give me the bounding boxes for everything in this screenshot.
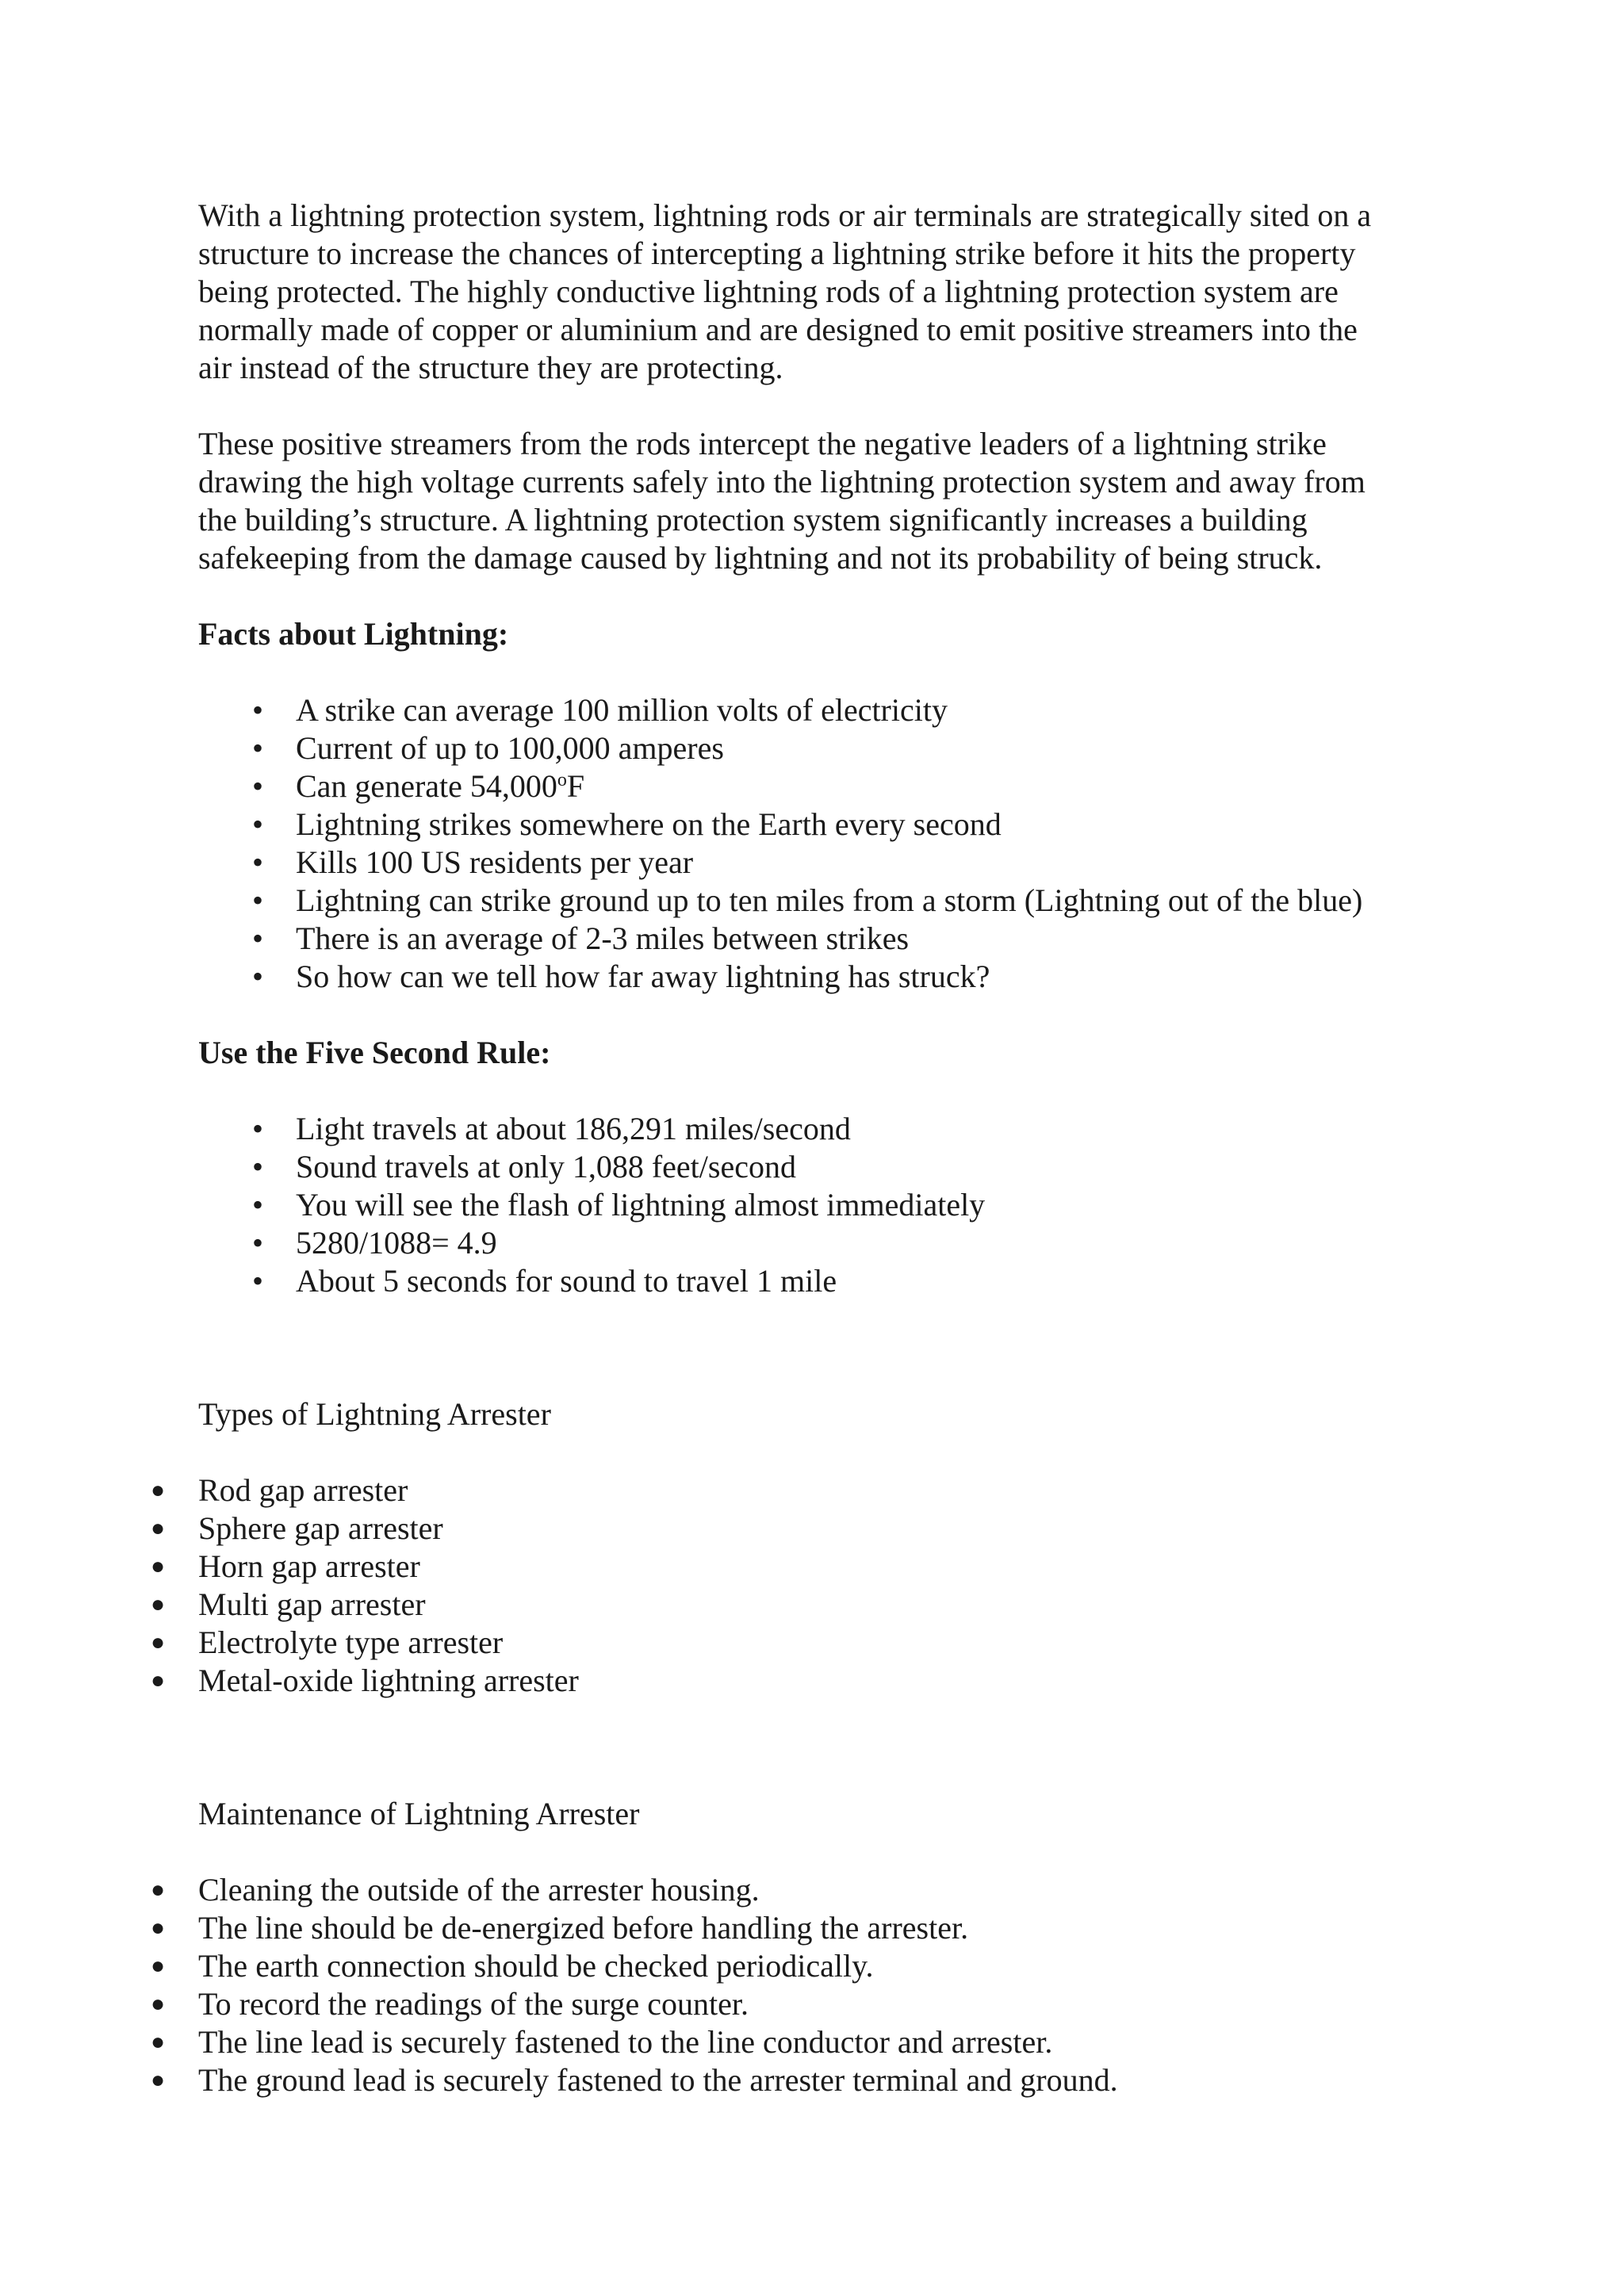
- types-list-block: [151, 1471, 1435, 1700]
- list-item: • Kills 100 US residents per year: [252, 844, 694, 880]
- list-item: ● The ground lead is securely fastened to the arrester terminal and ground.: [151, 2062, 1118, 2098]
- bullet-icon: •: [252, 806, 264, 842]
- intro-paragraph-2-block: [198, 425, 1435, 577]
- list-item: ● Cleaning the outside of the arrester housing.: [151, 1872, 760, 1908]
- bullet-icon: •: [252, 730, 264, 766]
- list-item: • Lightning strikes somewhere on the Earth every second: [252, 806, 1002, 842]
- five-second-heading-block: [198, 1034, 1435, 1072]
- bullet-icon: •: [252, 1225, 264, 1261]
- list-item: • So how can we tell how far away lightning has struck?: [252, 959, 990, 994]
- intro-paragraph-1: With a lightning protection system, lightning rods or air terminals are strategically sited on a structure to increase the chances of intercepting a lightning strike before it hits the property being protected. The highly conductive lightning rods of a lightning protection system are normally made of copper or aluminium and are designed to emit positive streamers into the air instead of the structure they are protecting.: [198, 197, 1372, 385]
- five-second-list: [198, 1110, 1435, 1300]
- list-item: ● The line lead is securely fastened to the line conductor and arrester.: [151, 2024, 1053, 2060]
- bullet-icon: ●: [151, 2067, 166, 2093]
- bullet-icon: ●: [151, 1915, 166, 1941]
- maintenance-list: [151, 1871, 1435, 2099]
- bullet-icon: •: [252, 1263, 264, 1299]
- list-item: ● Electrolyte type arrester: [151, 1624, 504, 1660]
- types-list: [151, 1471, 1435, 1700]
- facts-heading-block: [198, 615, 1435, 653]
- bullet-icon: ●: [151, 1991, 166, 2017]
- five-second-heading: Use the Five Second Rule:: [198, 1035, 551, 1070]
- list-item: ● Multi gap arrester: [151, 1586, 426, 1622]
- bullet-icon: •: [252, 959, 264, 994]
- intro-paragraph-1-block: [198, 197, 1435, 387]
- bullet-icon: •: [252, 768, 264, 804]
- list-item: • Can generate 54,000$^o$F: [252, 768, 585, 804]
- list-item: ● Metal-oxide lightning arrester: [151, 1663, 579, 1698]
- five-second-list-block: [198, 1110, 1435, 1300]
- bullet-icon: ●: [151, 1515, 166, 1541]
- bullet-icon: •: [252, 844, 264, 880]
- list-item: • Sound travels at only 1,088 feet/second: [252, 1149, 796, 1184]
- types-heading-block: [198, 1395, 1435, 1433]
- list-item: • Current of up to 100,000 amperes: [252, 730, 724, 766]
- facts-heading: Facts about Lightning:: [198, 616, 509, 652]
- bullet-icon: •: [252, 1111, 264, 1146]
- list-item: ● Horn gap arrester: [151, 1548, 420, 1584]
- list-item: • There is an average of 2-3 miles between strikes: [252, 920, 910, 956]
- maintenance-list-block: [151, 1871, 1435, 2099]
- bullet-icon: ●: [151, 1553, 166, 1579]
- degree-superscript: o: [557, 770, 567, 790]
- list-item: ● To record the readings of the surge counter.: [151, 1986, 749, 2022]
- intro-paragraph-2: These positive streamers from the rods intercept the negative leaders of a lightning strike drawing the high voltage currents safely into the lightning protection system and away from the building’s structure. A lightning protection system significantly increases a building safekeeping from the damage caused by lightning and not its probability of being struck.: [198, 426, 1365, 576]
- bullet-icon: ●: [151, 1477, 166, 1503]
- list-item: ● The line should be de-energized before handling the arrester.: [151, 1910, 969, 1946]
- degree-unit: F: [566, 768, 585, 804]
- bullet-icon: ●: [151, 1667, 166, 1693]
- list-item: • 5280/1088= 4.9: [252, 1225, 497, 1261]
- list-item: ● Rod gap arrester: [151, 1472, 408, 1508]
- list-item: • A strike can average 100 million volts of electricity: [252, 692, 948, 728]
- bullet-icon: ●: [151, 1953, 166, 1979]
- maintenance-heading-block: [198, 1795, 1435, 1833]
- facts-list: [198, 691, 1435, 996]
- bullet-icon: •: [252, 1149, 264, 1184]
- list-item: • About 5 seconds for sound to travel 1 mile: [252, 1263, 837, 1299]
- facts-list-block: [198, 691, 1435, 996]
- bullet-icon: •: [252, 920, 264, 956]
- bullet-icon: •: [252, 692, 264, 728]
- bullet-icon: ●: [151, 2029, 166, 2055]
- types-heading: Types of Lightning Arrester: [198, 1396, 551, 1432]
- list-item: ● Sphere gap arrester: [151, 1510, 443, 1546]
- list-item: • You will see the flash of lightning almost immediately: [252, 1187, 986, 1223]
- list-item: • Light travels at about 186,291 miles/second: [252, 1111, 851, 1146]
- bullet-icon: ●: [151, 1629, 166, 1655]
- bullet-icon: •: [252, 1187, 264, 1223]
- list-item: ● The earth connection should be checked periodically.: [151, 1948, 874, 1984]
- bullet-icon: ●: [151, 1877, 166, 1903]
- maintenance-heading: Maintenance of Lightning Arrester: [198, 1796, 640, 1831]
- bullet-icon: •: [252, 882, 264, 918]
- bullet-icon: ●: [151, 1591, 166, 1617]
- list-item: • Lightning can strike ground up to ten miles from a storm (Lightning out of the blue): [252, 882, 1363, 918]
